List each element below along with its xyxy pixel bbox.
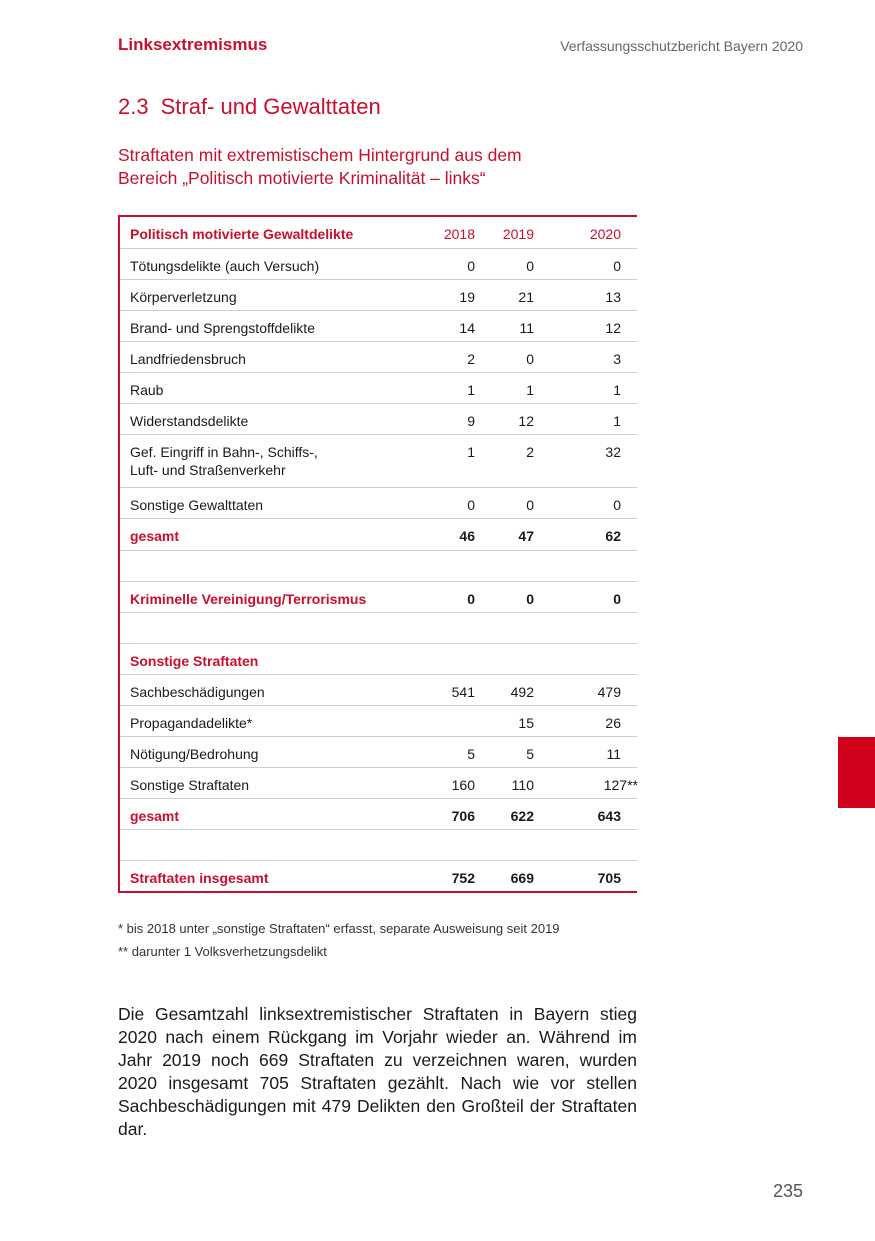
column-header-2019: 2019 [502, 226, 534, 242]
row-label: gesamt [130, 808, 180, 824]
cell-2018: 9 [467, 413, 475, 429]
footnote: * bis 2018 unter „sonstige Straftaten“ erfasst, separate Ausweisung seit 2019 [118, 921, 560, 936]
grand-total-row [120, 861, 637, 891]
table-row [120, 768, 637, 799]
cell-2018: 706 [451, 808, 475, 824]
cell-2020: 127** [603, 777, 638, 793]
cell-2019: 110 [511, 777, 534, 793]
terrorism-row [120, 582, 637, 613]
cell-2019: 0 [526, 591, 534, 607]
cell-2018: 0 [467, 591, 475, 607]
row-label: Sachbeschädigungen [130, 684, 265, 700]
spacer-row [120, 613, 637, 644]
cell-2019: 0 [526, 351, 534, 367]
cell-2019: 15 [518, 715, 534, 731]
cell-2018: 2 [467, 351, 475, 367]
spacer-row [120, 830, 637, 861]
row-label [130, 443, 370, 479]
cell-2020: 1 [613, 382, 621, 398]
cell-2020: 479 [597, 684, 621, 700]
cell-2018: 1 [467, 382, 475, 398]
row-label: Körperverletzung [130, 289, 237, 305]
table-row [120, 311, 637, 342]
cell-2020: 11 [606, 746, 621, 762]
cell-2018: 541 [451, 684, 475, 700]
row-label: Propagandadelikte* [130, 715, 253, 731]
table-header-row [120, 217, 637, 249]
cell-2019: 0 [526, 497, 534, 513]
column-header-category: Politisch motivierte Gewaltdelikte [130, 226, 354, 242]
row-label: Widerstandsdelikte [130, 413, 249, 429]
chapter-title: Linksextremismus [118, 35, 268, 54]
row-label: Sonstige Gewalttaten [130, 497, 264, 513]
table-row [120, 675, 637, 706]
table-row [120, 706, 637, 737]
cell-2020: 62 [605, 528, 621, 544]
section-heading [118, 94, 381, 120]
subtotal-row [120, 799, 637, 830]
spacer-row [120, 551, 637, 582]
column-header-2018: 2018 [443, 226, 475, 242]
footnote: ** darunter 1 Volksverhetzungsdelikt [118, 944, 327, 959]
cell-2019: 492 [510, 684, 534, 700]
page-number: 235 [772, 1181, 803, 1201]
section-number: 2.3 [118, 94, 149, 119]
cell-2020: 32 [605, 444, 621, 460]
table-row [120, 737, 637, 768]
table-row [120, 435, 637, 488]
cell-2019: 5 [526, 746, 534, 762]
cell-2018: 160 [451, 777, 475, 793]
table-caption-line: Straftaten mit extremistischem Hintergrund aus dem [118, 145, 522, 165]
cell-2020: 26 [605, 715, 621, 731]
subtotal-row [120, 519, 637, 551]
table-row [120, 280, 637, 311]
cell-2018: 752 [451, 870, 475, 886]
row-label-line: Luft- und Straßenverkehr [130, 462, 286, 478]
cell-2020: 12 [605, 320, 621, 336]
table-row [120, 342, 637, 373]
cell-2019: 0 [526, 258, 534, 274]
row-label: Nötigung/Bedrohung [130, 746, 259, 762]
cell-2018: 14 [459, 320, 475, 336]
row-label: Kriminelle Vereinigung/Terrorismus [130, 591, 367, 607]
cell-2020: 13 [605, 289, 621, 305]
cell-2020: 0 [613, 258, 621, 274]
table-row [120, 404, 637, 435]
column-header-2020: 2020 [589, 226, 621, 242]
row-label: Landfriedensbruch [130, 351, 246, 367]
row-label: Sonstige Straftaten [130, 777, 250, 793]
cell-2018: 5 [467, 746, 475, 762]
cell-2019: 669 [510, 870, 534, 886]
cell-2019: 622 [510, 808, 534, 824]
cell-2020: 0 [613, 497, 621, 513]
cell-2019: 47 [518, 528, 534, 544]
section-title: Straf- und Gewalttaten [160, 94, 381, 119]
table-caption-line: Bereich „Politisch motivierte Kriminalität – links“ [118, 168, 486, 188]
cell-2019: 12 [518, 413, 534, 429]
cell-2020: 3 [613, 351, 621, 367]
row-label: Tötungsdelikte (auch Versuch) [130, 258, 320, 274]
section-header-row [120, 644, 637, 675]
cell-2018: 1 [467, 444, 475, 460]
cell-2020: 705 [597, 870, 621, 886]
cell-2018: 0 [467, 258, 475, 274]
row-label: gesamt [130, 528, 180, 544]
table-caption [118, 144, 638, 190]
cell-2019: 2 [526, 444, 534, 460]
statistics-table [118, 215, 637, 893]
row-label: Sonstige Straftaten [130, 653, 259, 669]
cell-2019: 1 [526, 382, 534, 398]
table-row [120, 249, 637, 280]
cell-2018: 0 [467, 497, 475, 513]
cell-2019: 21 [518, 289, 534, 305]
cell-2020: 643 [597, 808, 621, 824]
cell-2018: 46 [459, 528, 475, 544]
body-paragraph: Die Gesamtzahl linksextremistischer Straftaten in Bayern stieg 2020 nach einem Rückgang im Vorjahr wieder an. Während im Jahr 2019 noch 669 Straftaten zu verzeichnen waren, wurden 2020 insgesamt 705 Straftaten gezählt. Nach wie vor stellen Sachbeschädigungen mit 479 Delikten den Großteil der Straftaten dar. [118, 1004, 637, 1139]
row-label: Raub [130, 382, 164, 398]
report-title: Verfassungsschutzbericht Bayern 2020 [560, 38, 803, 54]
table-row [120, 373, 637, 404]
cell-2019: 11 [519, 320, 534, 336]
row-label-line: Gef. Eingriff in Bahn-, Schiffs-, [130, 444, 318, 460]
footnotes [118, 917, 560, 963]
row-label: Straftaten insgesamt [130, 870, 269, 886]
cell-2020: 0 [613, 591, 621, 607]
table-row [120, 488, 637, 519]
cell-2018: 19 [459, 289, 475, 305]
cell-2020: 1 [613, 413, 621, 429]
chapter-marker-tab [838, 737, 875, 808]
row-label: Brand- und Sprengstoffdelikte [130, 320, 315, 336]
